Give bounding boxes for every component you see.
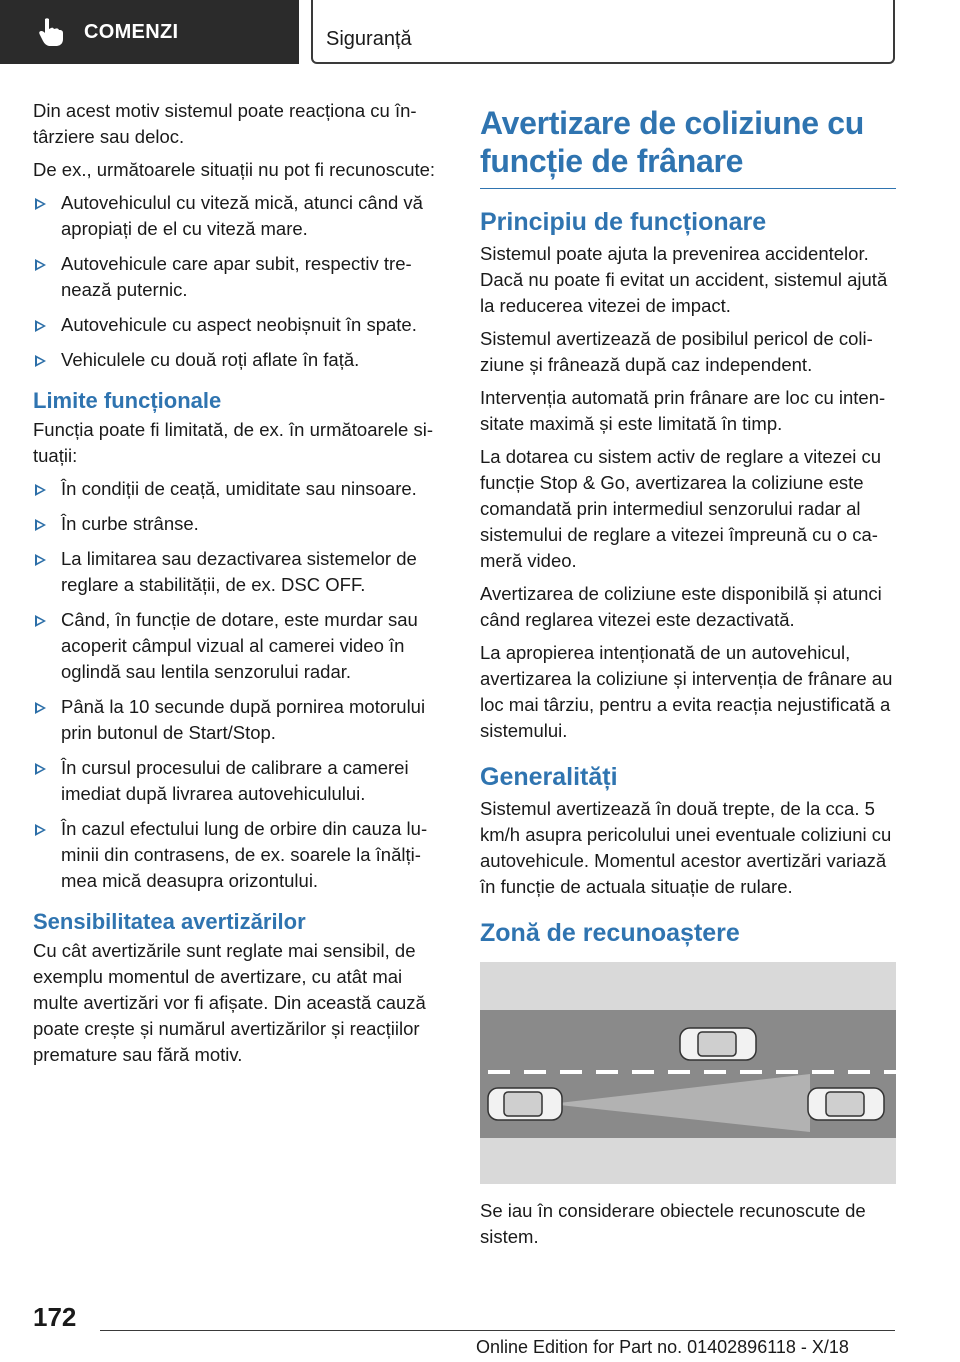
title-divider	[480, 188, 896, 189]
list-item: În condiții de ceață, umiditate sau ninsoare.	[33, 476, 448, 502]
triangle-bullet-icon	[35, 615, 46, 627]
unrecognized-situations-list	[33, 190, 448, 373]
car-icon	[808, 1088, 884, 1120]
list-item: În cazul efectului lung de orbire din cauza luminii din contrasens, de ex. soarele la înălțimea mică deasupra orizontului.	[33, 816, 448, 894]
general-heading: Generalități	[480, 763, 618, 791]
footer-divider	[100, 1330, 895, 1331]
intro-paragraph-2: De ex., următoarele situații nu pot fi recunoscute:	[33, 159, 436, 180]
car-icon	[680, 1028, 756, 1060]
general-paragraph: Sistemul avertizează în două trepte, de la cca. 5 km/h asupra pericolului unei eventuale coliziuni cu autovehicule. Momentul acestor avertizări variază în funcție de actuala situație de rulare.	[480, 798, 892, 897]
right-column	[480, 104, 896, 1257]
list-item: Până la 10 secunde după pornirea motorului prin butonul de Start/Stop.	[33, 694, 448, 746]
intro-paragraph-1: Din acest motiv sistemul poate reacționa cu întârziere sau deloc.	[33, 100, 417, 147]
principle-paragraph-3: Intervenția automată prin frânare are loc cu intensitate maximă și este limitată în timp.	[480, 387, 886, 434]
limits-intro: Funcția poate fi limitată, de ex. în următoarele situații:	[33, 419, 434, 466]
chapter-title: Siguranță	[326, 28, 412, 50]
pointing-hand-icon	[38, 17, 64, 47]
sensitivity-paragraph: Cu cât avertizările sunt reglate mai sensibil, de exemplu momentul de avertizare, cu atât mai multe avertizări vor fi afișate. Din această cauză poate crește și numărul avertizărilor și reacțiilor premature sau fără motiv.	[33, 940, 426, 1065]
list-item: Când, în funcție de dotare, este murdar sau acoperit câmpul vizual al camerei video în oglindă sau lentila senzorului radar.	[33, 607, 448, 685]
sensitivity-heading: Sensibilitatea avertizărilor	[33, 909, 306, 934]
triangle-bullet-icon	[35, 259, 46, 271]
triangle-bullet-icon	[35, 320, 46, 332]
list-item: În curbe strânse.	[33, 511, 448, 537]
triangle-bullet-icon	[35, 519, 46, 531]
limits-heading: Limite funcționale	[33, 388, 222, 413]
edition-text: Online Edition for Part no. 01402896118 - X/18	[476, 1337, 849, 1357]
road-illustration	[480, 962, 896, 1184]
triangle-bullet-icon	[35, 484, 46, 496]
left-column	[33, 98, 448, 1075]
list-item: Autovehicule cu aspect neobișnuit în spate.	[33, 312, 448, 338]
principle-paragraph-2: Sistemul avertizează de posibilul pericol de coliziune și frânează după caz independent.	[480, 328, 873, 375]
triangle-bullet-icon	[35, 198, 46, 210]
list-item: Autovehicule care apar subit, respectiv trenează puternic.	[33, 251, 448, 303]
principle-heading: Principiu de funcționare	[480, 208, 767, 236]
section-tab-label: COMENZI	[84, 20, 179, 43]
list-item: La limitarea sau dezactivarea sistemelor de reglare a stabilității, de ex. DSC OFF.	[33, 546, 448, 598]
list-item: Vehiculele cu două roți aflate în față.	[33, 347, 448, 373]
triangle-bullet-icon	[35, 554, 46, 566]
chapter-header	[311, 0, 895, 64]
section-title: Avertizare de coliziune cu funcție de frânare	[480, 105, 865, 179]
list-item: Autovehiculul cu viteză mică, atunci când vă apropiați de el cu viteză mare.	[33, 190, 448, 242]
principle-paragraph-5: Avertizarea de coliziune este disponibilă și atunci când reglarea vitezei este dezactivată.	[480, 583, 882, 630]
triangle-bullet-icon	[35, 763, 46, 775]
car-icon	[488, 1088, 562, 1120]
principle-paragraph-6: La apropierea intenționată de un autovehicul, avertizarea la coliziune și intervenția de frânare au loc mai târziu, pentru a evita reacția nejustificată a sistemului.	[480, 642, 893, 741]
detection-zone-figure	[480, 962, 896, 1184]
triangle-bullet-icon	[35, 702, 46, 714]
page-number: 172	[33, 1302, 77, 1332]
triangle-bullet-icon	[35, 355, 46, 367]
principle-paragraph-4: La dotarea cu sistem activ de reglare a vitezei cu funcție Stop & Go, avertizarea la coliziune este comandată prin intermediul senzorului radar al sistemului de reglare a vitezei împreună cu o cameră video.	[480, 446, 882, 571]
list-item: În cursul procesului de calibrare a camerei imediat după livrarea autovehiculului.	[33, 755, 448, 807]
limits-list	[33, 476, 448, 894]
figure-caption: Se iau în considerare obiectele recunoscute de sistem.	[480, 1200, 866, 1247]
section-tab	[0, 0, 299, 64]
principle-paragraph-1: Sistemul poate ajuta la prevenirea accidentelor. Dacă nu poate fi evitat un accident, sistemul ajută la reducerea vitezei de impact.	[480, 243, 888, 316]
triangle-bullet-icon	[35, 824, 46, 836]
zone-heading: Zonă de recunoaștere	[480, 919, 740, 947]
